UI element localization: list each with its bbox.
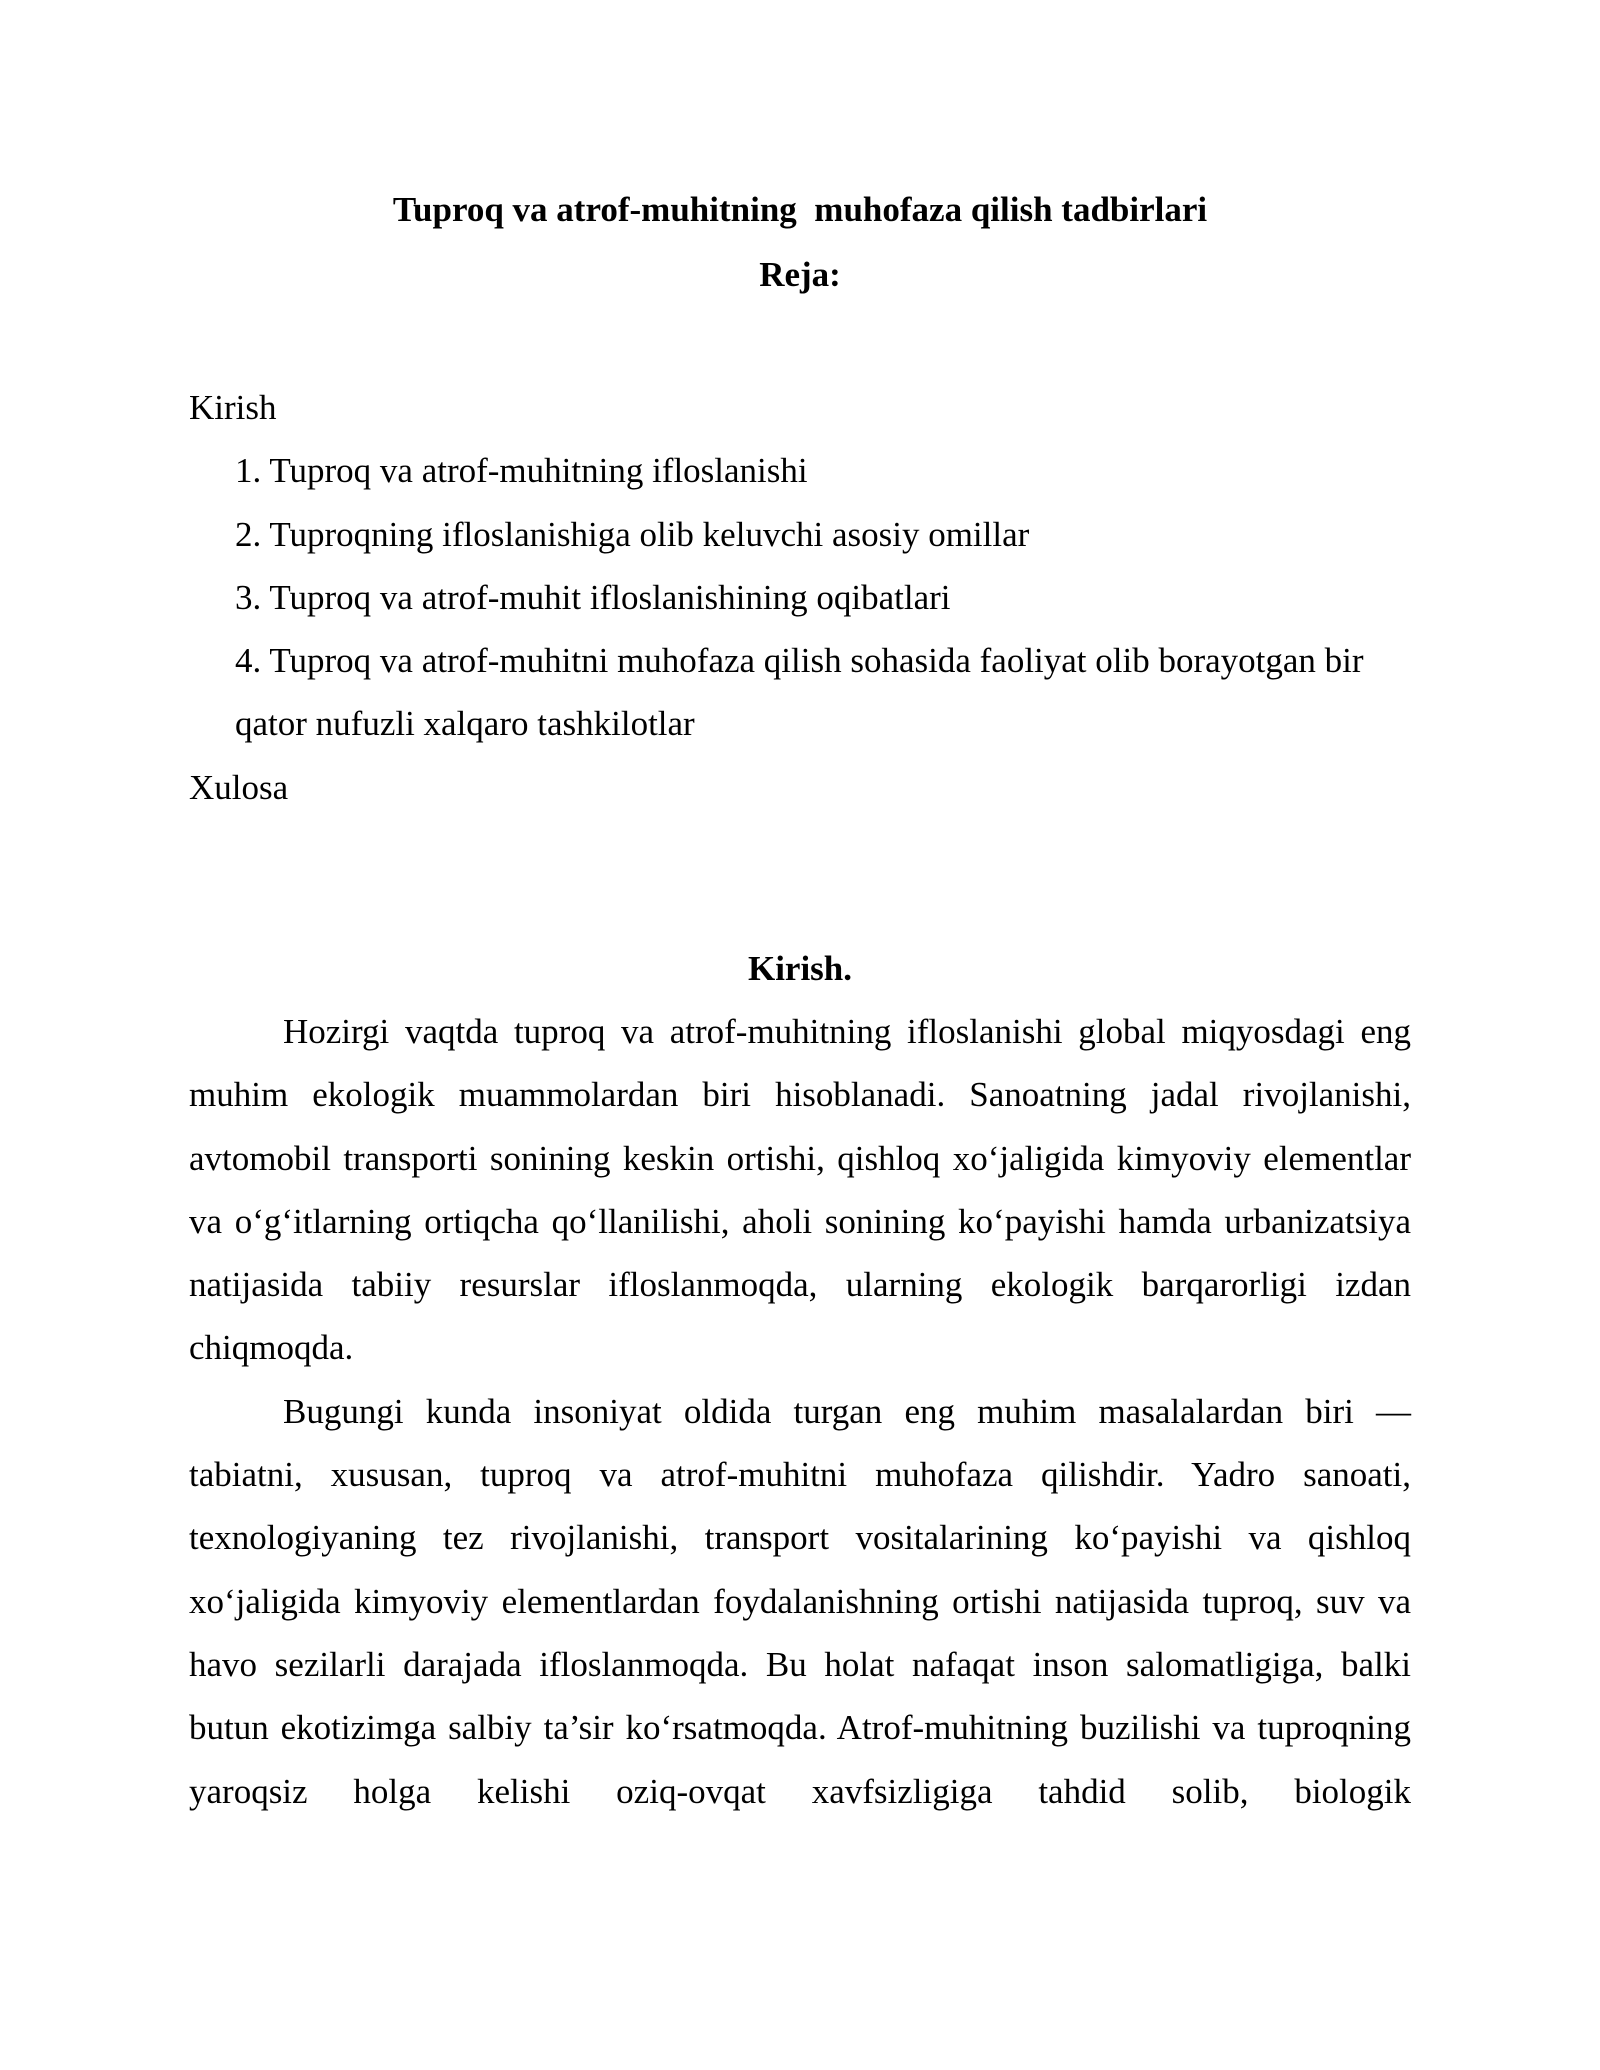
toc-item: 3. Tuproq va atrof-muhit ifloslanishining oqibatlari <box>235 577 951 617</box>
toc-intro: Kirish <box>189 388 277 427</box>
paragraph: Bugungi kunda insoniyat oldida turgan eng muhim masalalardan biri — tabiatni, xususan, tuproq va atrof-muhitni muhofaza qilishdir. Yadro sanoati, texnologiyaning tez rivojlanishi, transport vositalarining koʻpayishi va qishloq xoʻjaligida kimyoviy elementlardan foydalanishning ortishi natijasida tuproq, suv va havo sezilarli darajada ifloslanmoqda. Bu holat nafaqat inson salomatligiga, balki butun ekotizimga salbiy ta’sir koʻrsatmoqda. Atrof-muhitning buzilishi va tuproqning yaroqsiz holga kelishi oziq-ovqat xavfsizligiga tahdid solib, biologik <box>189 1391 1411 1811</box>
toc-item: 1. Tuproq va atrof-muhitning ifloslanishi <box>235 451 808 491</box>
section-heading: Kirish. <box>747 949 853 988</box>
document-title: Tuproq va atrof-muhitning muhofaza qilish tadbirlari <box>392 190 1208 229</box>
paragraph: Hozirgi vaqtda tuproq va atrof-muhitning ifloslanishi global miqyosdagi eng muhim ekologik muammolardan biri hisoblanadi. Sanoatning jadal rivojlanishi, avtomobil transporti sonining keskin ortishi, qishloq xoʻjaligida kimyoviy elementlar va oʻgʻitlarning ortiqcha qoʻllanilishi, aholi sonining koʻpayishi hamda urbanizatsiya natijasida tabiiy resurslar ifloslanmoqda, ularning ekologik barqarorligi izdan chiqmoqda. <box>189 1012 1411 1368</box>
toc-conclusion: Xulosa <box>189 767 289 807</box>
toc-item: 2. Tuproqning ifloslanishiga olib keluvchi asosiy omillar <box>235 514 1030 554</box>
section-body <box>189 1000 1411 1823</box>
toc-item: 4. Tuproq va atrof-muhitni muhofaza qilish sohasida faoliyat olib borayotgan bir qator nufuzli xalqaro tashkilotlar <box>235 641 1364 744</box>
table-of-contents <box>189 376 1411 819</box>
plan-label: Reja: <box>759 255 841 294</box>
